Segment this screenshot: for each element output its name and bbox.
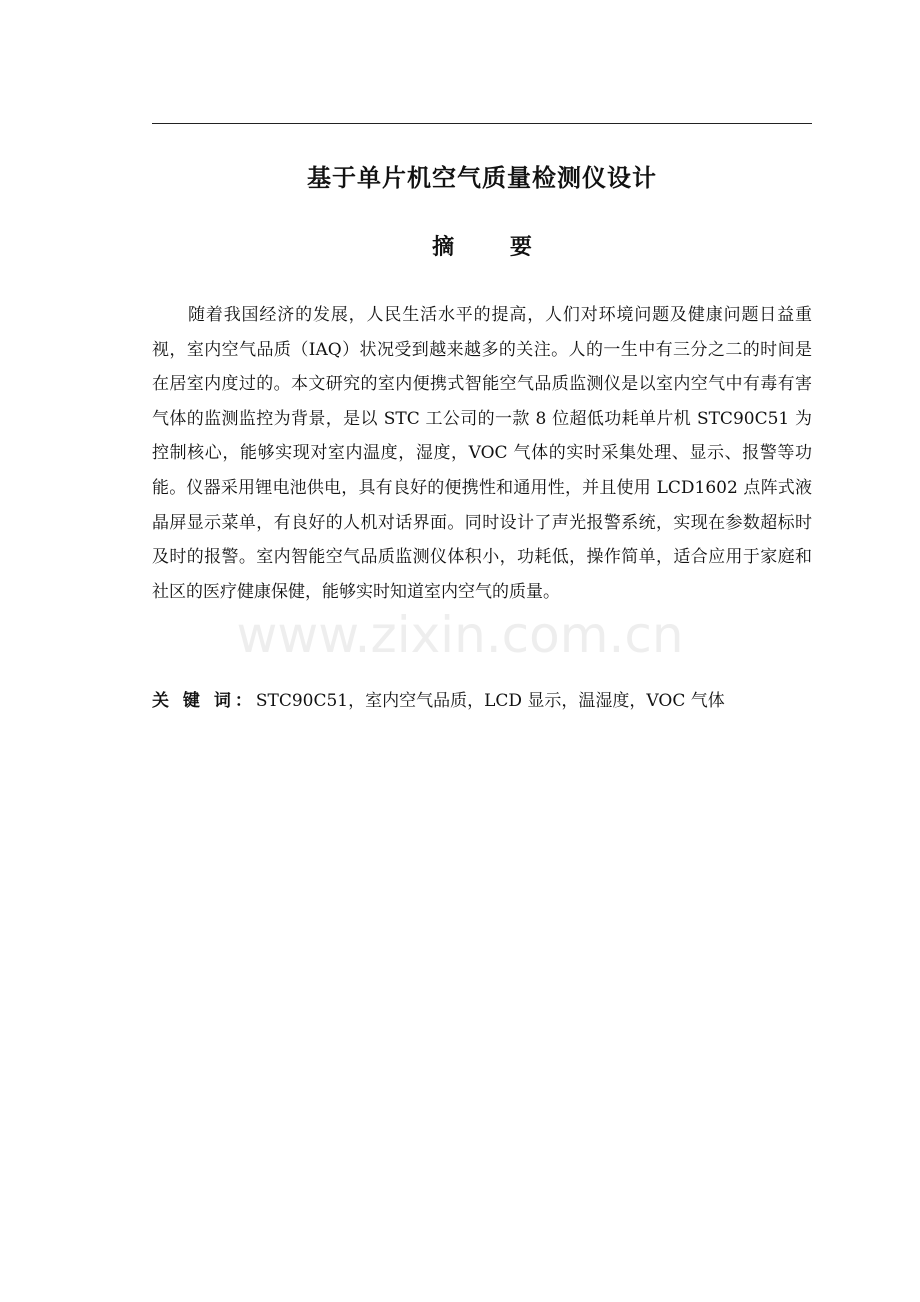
header-rule <box>152 123 812 124</box>
keywords-label: 关 键 词： <box>152 691 256 711</box>
keywords-value: STC90C51，室内空气品质，LCD 显示，温湿度，VOC 气体 <box>255 691 725 711</box>
abstract-heading: 摘 要 <box>432 235 556 260</box>
keywords-line <box>152 684 812 718</box>
document-title: 基于单片机空气质量检测仪设计 <box>307 164 657 192</box>
watermark: www.zixin.com.cn <box>236 606 684 664</box>
abstract-body: 随着我国经济的发展，人民生活水平的提高，人们对环境问题及健康问题日益重视，室内空气品质（IAQ）状况受到越来越多的关注。人的一生中有三分之二的时间是在居室内度过的。本文研究的室内便携式智能空气品质监测仪是以室内空气中有毒有害气体的监测监控为背景，是以 STC 工公司的一款 8 位超低功耗单片机 STC90C51 为控制核心，能够实现对室内温度，湿度，VOC 气体的实时采集处理、显示、报警等功能。仪器采用锂电池供电，具有良好的便携性和通用性，并且使用 LCD1602 点阵式液晶屏显示菜单，有良好的人机对话界面。同时设计了声光报警系统，实现在参数超标时及时的报警。室内智能空气品质监测仪体积小，功耗低，操作简单，适合应用于家庭和社区的医疗健康保健，能够实时知道室内空气的质量。 <box>152 305 812 602</box>
